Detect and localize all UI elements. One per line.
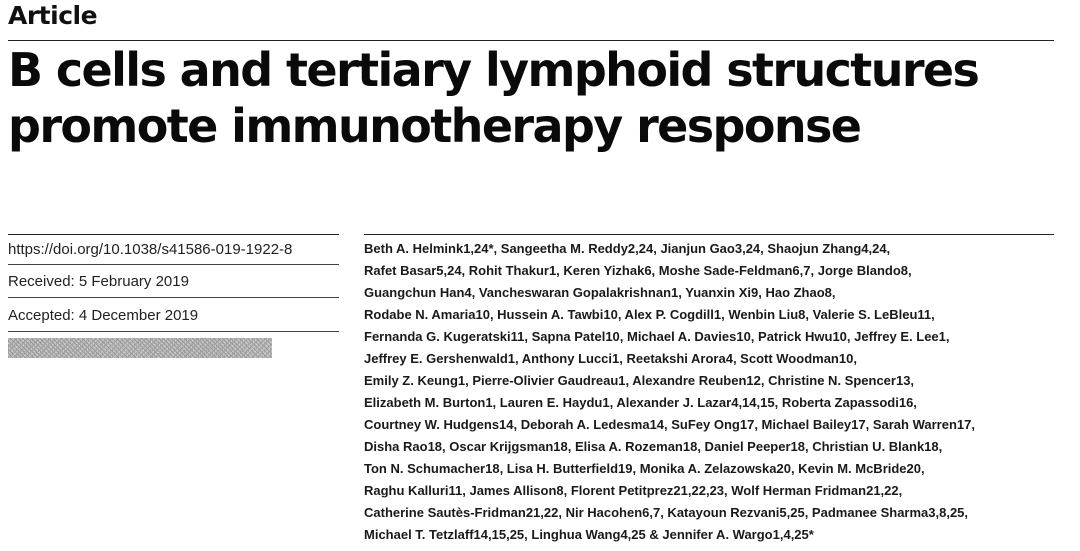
title-line-2: promote immunotherapy response xyxy=(8,99,861,153)
author-line: Beth A. Helmink1,24*, Sangeetha M. Reddy2,24, Jianjun Gao3,24, Shaojun Zhang4,24, xyxy=(364,241,891,256)
author-line: Ton N. Schumacher18, Lisa H. Butterfield19, Monika A. Zelazowska20, Kevin M. McBride20, xyxy=(364,461,925,476)
author-line: Emily Z. Keung1, Pierre-Olivier Gaudreau1, Alexandre Reuben12, Christine N. Spencer13, xyxy=(364,373,915,388)
doi-link[interactable]: https://doi.org/10.1038/s41586-019-1922-8 xyxy=(8,241,293,258)
authors-divider-top xyxy=(364,234,1054,235)
author-line: Rodabe N. Amaria10, Hussein A. Tawbi10, Alex P. Cogdill1, Wenbin Liu8, Valerie S. LeBleu11, xyxy=(364,307,935,322)
redacted-block xyxy=(8,338,272,358)
author-line: Catherine Sautès-Fridman21,22, Nir Hacohen6,7, Katayoun Rezvani5,25, Padmanee Sharma3,8,25, xyxy=(364,505,969,520)
author-line: Disha Rao18, Oscar Krijgsman18, Elisa A. Rozeman18, Daniel Peeper18, Christian U. Blank18, xyxy=(364,439,943,454)
title-line-1: B cells and tertiary lymphoid structures xyxy=(8,43,979,97)
meta-divider xyxy=(8,297,339,298)
author-line: Michael T. Tetzlaff14,15,25, Linghua Wang4,25 & Jennifer A. Wargo1,4,25* xyxy=(364,527,814,542)
meta-divider xyxy=(8,264,339,265)
author-list xyxy=(364,238,1064,546)
article-title xyxy=(8,42,978,154)
author-line: Elizabeth M. Burton1, Lauren E. Haydu1, Alexander J. Lazar4,14,15, Roberta Zapassodi16, xyxy=(364,395,917,410)
header-divider xyxy=(8,40,1054,41)
meta-divider-top xyxy=(8,234,339,235)
author-line: Guangchun Han4, Vancheswaran Gopalakrishnan1, Yuanxin Xi9, Hao Zhao8, xyxy=(364,285,836,300)
author-line: Fernanda G. Kugeratski11, Sapna Patel10, Michael A. Davies10, Patrick Hwu10, Jeffrey E. Lee1, xyxy=(364,329,950,344)
author-line: Courtney W. Hudgens14, Deborah A. Ledesma14, SuFey Ong17, Michael Bailey17, Sarah Warren17, xyxy=(364,417,975,432)
accepted-date: Accepted: 4 December 2019 xyxy=(8,307,199,324)
meta-divider xyxy=(8,331,339,332)
article-type-label: Article xyxy=(8,1,98,30)
author-line: Jeffrey E. Gershenwald1, Anthony Lucci1, Reetakshi Arora4, Scott Woodman10, xyxy=(364,351,857,366)
author-line: Rafet Basar5,24, Rohit Thakur1, Keren Yizhak6, Moshe Sade-Feldman6,7, Jorge Blando8, xyxy=(364,263,912,278)
received-date: Received: 5 February 2019 xyxy=(8,273,189,290)
author-line: Raghu Kalluri11, James Allison8, Florent Petitprez21,22,23, Wolf Herman Fridman21,22, xyxy=(364,483,903,498)
